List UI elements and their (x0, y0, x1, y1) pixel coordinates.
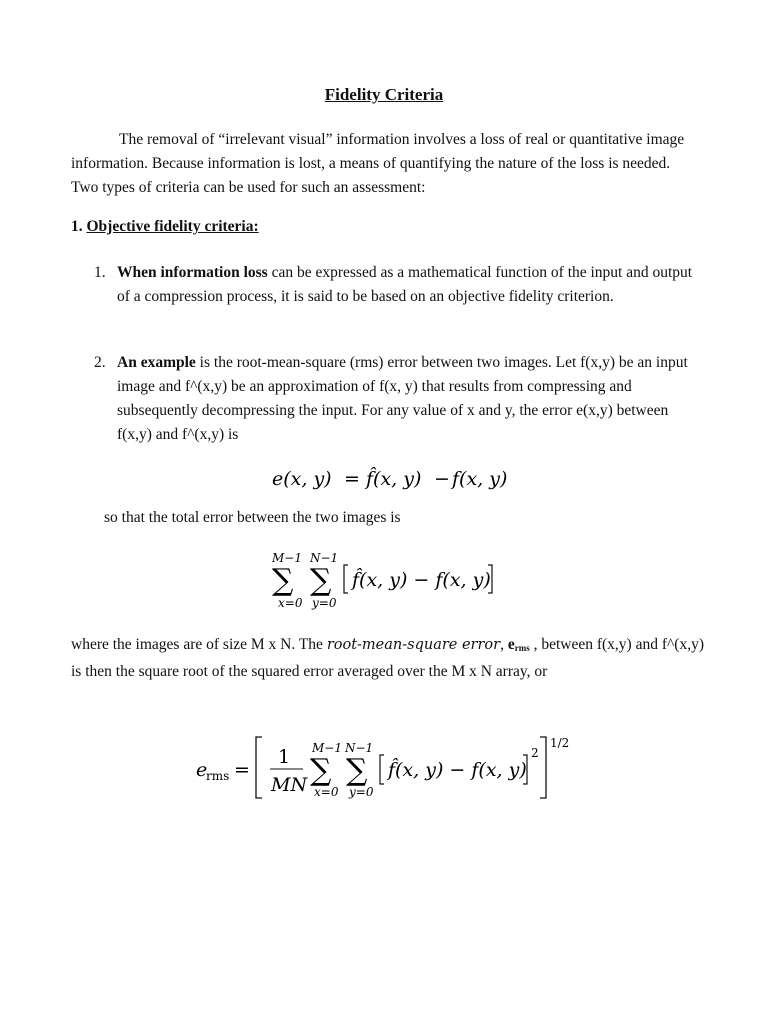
sum-lower-1: x=0 (278, 596, 303, 610)
total-error-text: so that the total error between the two images is (104, 509, 401, 526)
rms-text-2: , (500, 636, 508, 653)
rms-square: 2 (531, 746, 539, 760)
rms-root: 1/2 (550, 736, 570, 750)
rms-sigma-2: ∑ (346, 753, 368, 788)
rms-body: f̂(x, y) − f(x, y) (388, 759, 527, 781)
sum-sigma-1: ∑ (272, 563, 294, 598)
rms-equals: = (234, 759, 250, 781)
rms-lower-1: x=0 (314, 785, 339, 799)
eq-minus: − (434, 468, 450, 490)
rms-denominator: MN (271, 774, 308, 796)
list-item-number: 2. (94, 354, 106, 371)
erms-symbol: e (507, 636, 515, 653)
eq-f: f(x, y) (452, 468, 508, 490)
list-item-bold-lead: When information loss (117, 264, 268, 281)
sum-sigma-2: ∑ (310, 563, 332, 598)
list-item-text: is the root-mean-square (rms) error between two images. Let f(x,y) be an input image and f^(x,y) be an approximation of f(x, y) that results from compressing and subsequently decompressing the input. For any value of x and y, the error e(x,y) between f(x,y) and f^(x,y) is (117, 354, 688, 443)
section-number: 1. (71, 218, 83, 235)
list-item-body (117, 261, 697, 309)
erms-subscript: rms (514, 643, 530, 653)
rms-text-3: , between f(x,y) and f^(x,y) is then the square root of the squared error averaged over the M x N array, or (71, 636, 704, 680)
list-item-number: 1. (94, 264, 106, 281)
sum-upper-1: M−1 (272, 551, 302, 565)
sum-upper-2: N−1 (310, 551, 339, 565)
rms-lhs-sub: rms (206, 769, 230, 783)
inner-left-bracket (380, 755, 384, 784)
list-item-text: can be expressed as a mathematical function of the input and output of a compression process, it is said to be based on an objective fidelity criterion. (117, 264, 693, 305)
rms-upper-1: M−1 (312, 741, 342, 755)
left-bracket (344, 565, 348, 593)
list-item-bold-lead: An example (117, 354, 196, 371)
rms-sigma-1: ∑ (310, 753, 332, 788)
rms-numerator: 1 (278, 746, 291, 768)
rms-description (71, 633, 711, 684)
page-title: Fidelity Criteria (324, 85, 444, 104)
rms-lhs: e (196, 759, 208, 781)
error-equation (270, 462, 510, 494)
total-error-equation (268, 548, 508, 614)
rms-term: root-mean-square error (326, 637, 501, 653)
eq-fhat: f̂(x, y) (366, 468, 422, 490)
rms-upper-2: N−1 (345, 741, 374, 755)
intro-text: The removal of “irrelevant visual” information involves a loss of real or quantitative image information. Because information is lost, a means of quantifying the nature of the loss is needed. Two types of criteria can be used for such an assessment: (71, 131, 685, 196)
big-right-bracket (540, 737, 546, 798)
section-title: Objective fidelity criteria: (86, 218, 259, 235)
sum-lower-2: y=0 (312, 596, 337, 610)
eq-equals: = (344, 468, 360, 490)
big-left-bracket (256, 737, 262, 798)
section-heading (71, 218, 259, 236)
sum-body: f̂(x, y) − f(x, y) (352, 569, 491, 591)
eq-lhs: e(x, y) (272, 468, 332, 490)
intro-paragraph (71, 128, 701, 200)
rms-equation (194, 730, 584, 804)
rms-text-1: where the images are of size M x N. The (71, 636, 327, 653)
rms-lower-2: y=0 (349, 785, 374, 799)
list-item-body (117, 351, 697, 447)
